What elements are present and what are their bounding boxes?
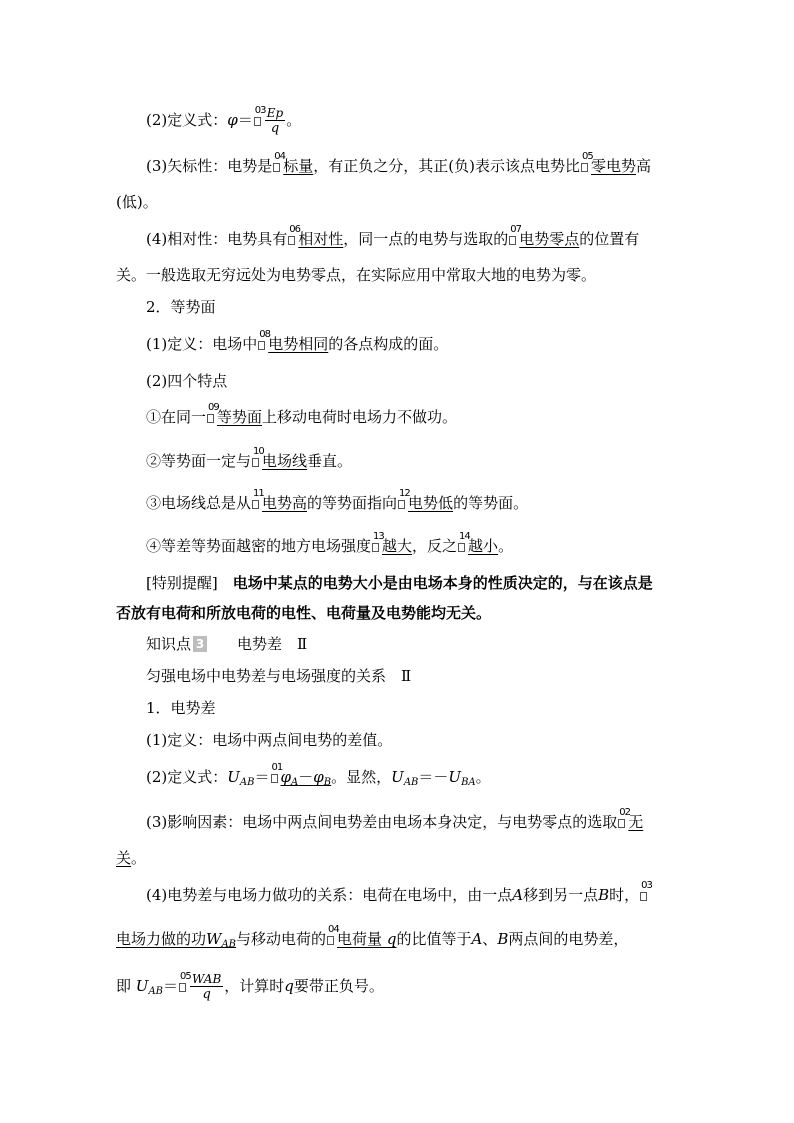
line-feature-2: ②等势面一定与 10 电场线垂直。 (146, 446, 353, 470)
line-relativity: (4)相对性：电势具有 06 相对性，同一点的电势与选取的 07 电势零点的位置有 (146, 224, 640, 248)
blank-number-marker: 06 (288, 233, 297, 245)
blank-number-marker: 09 (207, 411, 216, 423)
blank-number-marker: 14 (458, 540, 467, 552)
line-work-relation-continued: 电场力做的功$W_{AB}$与移动电荷的 04 电荷量 q的比值等于A、B两点间的电势差， (116, 924, 629, 950)
answer-text: 电荷量 q (337, 930, 397, 948)
answer-text: 无 (628, 813, 644, 831)
blank-number-marker: 05 (179, 980, 188, 992)
answer-text: 越大 (382, 537, 413, 555)
answer-text: 越小 (468, 537, 499, 555)
line-influencing-factors: (3)影响因素：电场中两点间电势差由电场本身决定，与电势零点的选取 02 无 (146, 807, 644, 831)
fraction-ep-over-q: $\frac{Ep}{q}$ (266, 106, 284, 136)
line-pd-work-formula: 即 $U_{AB}=$ 05 $\frac{\text{WAB}}{q}$ ，计算时q要带正负号。 (116, 971, 384, 1002)
answer-text: 标量 (283, 157, 314, 175)
blank-number-marker: 11 (252, 497, 261, 509)
blank-number-marker: 12 (398, 497, 407, 509)
line-work-relation: (4)电势差与电场力做功的关系：电荷在电场中，由一点A移到另一点B时， 03 (146, 880, 652, 904)
blank-number-marker: 08 (258, 338, 267, 350)
line-pd-formula: (2)定义式：$U_{AB}=$ 01 $\varphi_A-\varphi_B$。显然，$U_{AB}=-U_{BA}$。 (146, 762, 491, 788)
answer-text: 零电势 (590, 157, 636, 175)
blank-number-marker: 03 (640, 889, 649, 901)
blank-number-marker: 03 (254, 114, 263, 126)
line-feature-3: ③电场线总是从 11 电势高的等势面指向 12 电势低的等势面。 (146, 488, 529, 512)
answer-text: 电场线 (262, 452, 308, 470)
line-text: (低)。 (116, 193, 158, 211)
blank-number-marker: 07 (509, 233, 518, 245)
answer-text: 电势低 (408, 494, 454, 512)
answer-text: 电场力做的功$W_{AB}$ (116, 930, 237, 950)
section-heading-potential-difference: 1．电势差 (146, 699, 216, 717)
answer-text: 电势零点 (519, 230, 580, 248)
knowledge-subheading: 匀强电场中电势差与电场强度的关系 Ⅱ (146, 667, 412, 685)
answer-text: $\varphi_A-\varphi_B$ (280, 768, 332, 788)
line-feature-4: ④等差等势面越密的地方电场强度 13 越大，反之 14 越小。 (146, 531, 514, 555)
blank-number-marker: 01 (271, 771, 280, 783)
line-equipotential-definition: (1)定义：电场中 08 电势相同的各点构成的面。 (146, 329, 449, 353)
line-potential-formula: (2)定义式：φ＝ 03 $\frac{Ep}{q}$ 。 (146, 105, 302, 136)
line-scalar-property: (3)矢标性：电势是 04 标量，有正负之分，其正(负)表示该点电势比 05 零电势高 (146, 151, 652, 175)
special-reminder-continued: 否放有电荷和所放电荷的电性、电荷量及电势能均无关。 (116, 604, 492, 622)
knowledge-point-heading: 知识点 3 电势差 Ⅱ (146, 635, 308, 653)
line-feature-1: ①在同一 09 等势面上移动电荷时电场力不做功。 (146, 402, 458, 426)
blank-number-marker: 04 (273, 160, 282, 172)
answer-text: 电势高 (262, 494, 308, 512)
answer-text: 等势面 (217, 408, 263, 426)
fraction-wab-over-q: $\frac{\text{WAB}}{q}$ (192, 972, 222, 1002)
blank-number-marker: 02 (618, 816, 627, 828)
line-text: 关。一般选取无穷远处为电势零点，在实际应用中常取大地的电势为零。 (116, 266, 597, 284)
answer-text: 电势相同 (268, 335, 329, 353)
knowledge-point-badge: 3 (193, 636, 207, 652)
blank-number-marker: 10 (252, 455, 261, 467)
line-four-features: (2)四个特点 (146, 372, 228, 390)
blank-number-marker: 05 (581, 160, 590, 172)
blank-number-marker: 04 (327, 933, 336, 945)
special-reminder: [特别提醒] 电场中某点的电势大小是由电场本身的性质决定的，与在该点是 (146, 574, 653, 592)
line-text: 关。 (116, 849, 147, 867)
line-pd-definition: (1)定义：电场中两点间电势的差值。 (146, 731, 393, 749)
section-heading-equipotential: 2．等势面 (146, 298, 216, 316)
blank-number-marker: 13 (372, 540, 381, 552)
answer-text: 相对性 (298, 230, 344, 248)
